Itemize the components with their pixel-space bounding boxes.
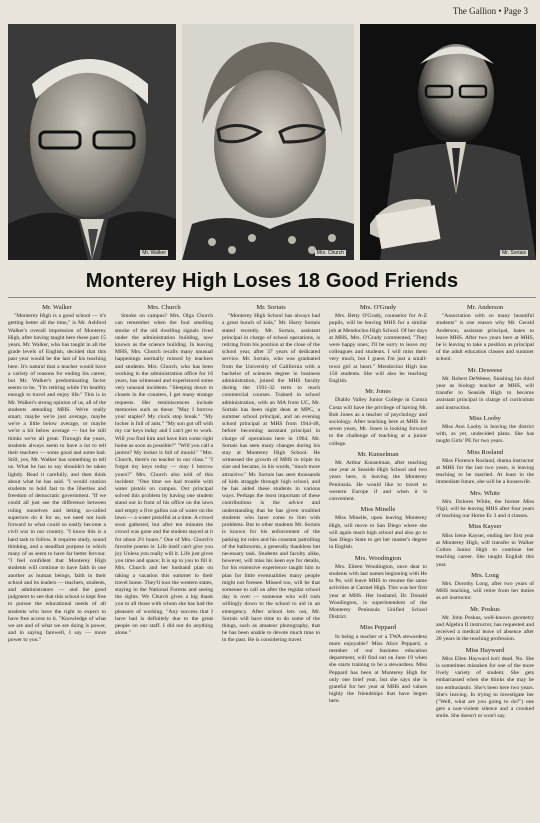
article-heading: Mr. Poskus (470, 605, 500, 613)
article-body: Miss Ann Looby is leaving the district with, as yet, undecided plans. She has taught Girls' PE for two years. (436, 424, 534, 445)
article-section (329, 555, 427, 622)
portrait-sortais-image (360, 24, 536, 260)
article-columns (8, 302, 536, 817)
portrait-walker-image (8, 24, 176, 260)
article-section (436, 572, 534, 603)
article-body: Smoke on campus? Mrs. Olga Church can remember when the foul smelling smoke of the old dwelling signals lived under the administration building, now known as the science building. In leaving MHS, Mrs. Church recalls many unusual happenings normally missed by teachers and students. Mrs. Church, who has been working in the administration office for 16 years, has witnessed and experienced some very unusual incidents. "Sleeping down in closets in the counters, I get many strange requests. Her reminiscences include memories such as these: "May I borrow your stapler? My clock stop break." "My locker is full of ants." "My son got off with my car keys today and I can't get to work. Will you find him and have him come right home as soon as possible?" "Will you call a janitor? My locker is full of mould." "Mrs. Church, there's no teacher in our class." "I forgot my keys today — may I borrow yours?" Mrs. Church also told of this incident: "One time we had trouble with water pistols on campus. Our principal solved this problem by having one student stand out in front of his office on the lawn and empty a five gallon can of water on the lawn — a water pistolful at a time. A crowd soon gathered, but after ten minutes the crowd was gone and the student stayed at it for about 2½ hours." One of Mrs. Church's favorite poems is: Life itself can't give you joy Unless you really will it. Life just gives you time and space; It is up to you to fill it. Mrs. Church and her husband plan on taking a vacation this summer to their travel home. They'll tour the western states, staying in the National Forests and seeing the sights. We Church gives a big thank you to all those with whom she has had the pleasure of working. "Any success that I have had is definitely due to the great people on our staff. I did not do anything alone." (115, 313, 213, 637)
photo-walker (8, 24, 176, 260)
article-heading: Miss Rosland (466, 448, 504, 456)
article-body: "Monterey High School has always had a great bunch of kids," Mr. Harry Sortais stated recently. Mr. Sortais, assistant principal in charge of school operations, is retiring from his position at the close of the school year, after 37 years of dedicated service. Mr. Sortais, who was graduated from the University of California with a bachelor of sciences degree in business administration, joined the MHS faculty during the 1931-32 term to teach commercial courses. Trained in school administration, with an MA from UC, Mr. Sortais has been night dean at MPC, a summer school principal, and an evening school principal at MHS from 1944-48, before becoming assistant principal in charge of operations here in 1964. Mr. Sortais has seen many changes during his stay at Monterey High School. He witnessed the growth of MHS to triple its size and became, in his words, "much more attractive." Mr. Sortais has seen thousands of kids straggle through high school, and he has aided these students in various ways. Perhaps the most important of these contributions is the advice and understanding that he has given troubled students who have come to him with problems. But to other students Mr. Sortais is known for his enforcement of the parking lot rules and his constant patrolling of the bathrooms, a generally thankless but necessary task. Students and faculty alike, however, will miss his keen eye for details, for his extensive experience taught him to plan for little eventualities many people might not foresee. Missed too, will be that someone to call on after the regular school day is over — someone who will rush willingly down to the school to aid in an emergency. After school lets out, Mr. Sortais will have time to do some of the things, such as amateur photography, that he has been unable to devote much time to in the past. He is considering travel. (222, 313, 320, 644)
photo-row (8, 24, 536, 260)
article-section (436, 490, 534, 521)
article-body: Mrs. Dorothy Long, after two years of MHS teaching, will retire from her duties as art instructor. (436, 580, 534, 602)
divider (8, 297, 536, 298)
article-section (329, 304, 427, 385)
article-section (436, 449, 534, 487)
article-body: Mrs. Dolores White, the former Miss Vigil, will be leaving MHS after four years of teaching our Home Ec 3 and 4 classes. (436, 498, 534, 520)
article-body: Miss Florence Rosland, drama instructor at MHS for the last two years, is leaving teaching to be married. At least in the immediate future, she will be a housewife. (436, 457, 534, 486)
article-body: Miss Minelle, upon leaving Monterey High, will move to San Diego where she will again teach high school and also go to San Diego State to get her master's degree in English. (329, 515, 427, 551)
article-heading: Mrs. Church (147, 304, 181, 311)
photo-church (182, 24, 354, 260)
column-2 (115, 302, 213, 817)
article-body: Mrs. Betty O'Grady, counselor for A-Z pupils, will be leaving MHS for a similar job at Mendocino High School. Of her days at MHS, Mrs. O'Grady commented, "They were happy ones; I'll be sorry to leave my colleagues and students. I will miss them very much, but I guess I'm just a small-town girl at heart." Mendocino High has 150 students. She will also be teaching English. (329, 313, 427, 385)
article-section (329, 624, 427, 705)
column-1 (8, 302, 106, 817)
article-heading: Mr. Deweese (467, 366, 503, 374)
article-body: In being a teacher or a TWA stewardess more enjoyable? Miss Alice Peppard, a member of our business education department, will find out on June 19 when she starts training to be a stewardess. Miss Peppard has been at Monterey High for only one brief year, but she says she is grateful for her year at MHS and values highly the friendships that have begun here. (329, 633, 427, 705)
article-heading: Mr. Jones (365, 388, 391, 396)
page-header: The Gallion • Page 3 (452, 6, 528, 16)
article-heading: Miss Peppard (359, 624, 397, 632)
portrait-church-image (182, 24, 354, 260)
article-heading: Miss Kayser (468, 523, 502, 531)
photo-caption: Mrs. Church (316, 250, 344, 256)
article-heading: Mrs. Long (471, 571, 499, 579)
article-body: Miss Irene Kayser, ending her first year at Monterey High, will transfer to Walker Colton Junior High to continue her teaching career. She taught English this year. (436, 532, 534, 568)
article-heading: Miss Looby (469, 414, 501, 422)
article-section (436, 647, 534, 721)
article-heading: Mrs. White (470, 489, 500, 497)
photo-caption: Mr. Sortais (502, 250, 526, 256)
article-heading: Miss Hayward (465, 646, 505, 654)
article-body: Miss Ellen Hayward isn't dead. No. She is sometimes mistaken for one of the more lively variety of student. She gets embarrassed when she thinks she may be too enthusiastic. She's been here two years. She's leaving. In trying to investigate her ("Well, what are you going to do?") one gets a non-violent silence and a crooked smile. She doesn't or won't say. (436, 655, 534, 720)
article-body: Diablo Valley Junior College in Contra Costa will have the privilege of having Mr. Bob Jones as a teacher of psychology and sociology. After teaching here at MHS for seven years, Mr. Jones is looking forward to the challenge of teaching at a junior college. (329, 397, 427, 447)
article-section (329, 451, 427, 503)
article-body: Mr. Robert DeWeese, finishing his third year as biology teacher at MHS, will transfer to Seaside High to become assistant principal in charge of curriculum and instruction. (436, 375, 534, 411)
article-body: Mrs. Eileen Woodington, once dear to students with last names beginning with He to Pe, will leave MHS to resume the same activities at Carmel High. This was her first year at MHS. Her husband, Dr. Donald Woodington, is superintendent of the Monterey Peninsula Unified School District. (329, 563, 427, 621)
photo-caption: Mr. Walker (142, 250, 166, 256)
article-heading: Mr. Sortais (256, 304, 286, 311)
article-section (436, 415, 534, 446)
article-section (222, 304, 320, 645)
article-heading: Mrs. Woodington (354, 554, 402, 562)
article-body: "Association with so many beautiful students" is one reason why Mr. Gerald Anderson, assistant principal, hates to leave MHS. After two years here at MHS, he is leaving to take a position as principal of the adult education classes and summer school. (436, 313, 534, 363)
article-heading: Mrs. O'Grady (359, 304, 397, 311)
article-body: "Monterey High is a good school — it's getting better all the time," is Mr. Ashford Walker's overall impression of Monterey High, after having taught here these past 15 years. Mr. Walker, who has taught in all the grade levels of English, decided that this past year would be the last of his teaching here. It's natural that a teacher would have a variety of reasons for ending his career, but Mr. Walker's predominating factor seems to be, "I'm retiring while I'm healthy enough to travel and enjoy life." This is in Mr. Walker's strong opinion of us, all of the students attending MHS. We're really smart, maybe we're just average, maybe we're a little below average, or maybe we're a bit below average — but he still thinks we're all great. Through the years, students always seem to have a lot to tell their teachers — some good and some bad. Still, yes, Mr. Walker has something to tell us. What he has to say shouldn't be taken lightly. Read it carefully, and then think about what he has said. "I would caution students to hold fast to the liberties and freedom of democratic government. "If we could all just see the difference between ruling ourselves and letting so-called superiors do it for us, we need not look forward to what could so easily become a civil war in our country. "I know this is a hard task to follow. It requires study, sound thinking, and a steadfast purpose in which many of us seem to have far better fervour. "I feel confident that Monterey High students will continue to have faith in one another as human beings, faith in their school and its leaders — teachers, students, and administrators — and the good judgment to see that this school is kept free to pursue the educational needs of all students who have the right to expect to have free access to it. "Knowledge of what we are and of what we are doing is power, and in saying farewell, I say — more power to you." (8, 313, 106, 644)
article-section (436, 523, 534, 568)
column-4 (329, 302, 427, 817)
article-heading: Mr. Kunselman (357, 450, 399, 458)
column-3 (222, 302, 320, 817)
article-heading: Miss Minelle (360, 506, 396, 514)
photo-sortais (360, 24, 536, 260)
article-section (436, 367, 534, 412)
article-body: Mr. John Poskus, well-known geometry and Algebra II instructor, has requested and received a medical leave of absence after 20 years in the teaching profession. (436, 614, 534, 643)
column-5 (436, 302, 534, 817)
article-section (436, 304, 534, 364)
article-section (8, 304, 106, 645)
article-body: Mr. Arthur Kunselman, after teaching one year at Seaside High School and two years here, is leaving the Monterey Peninsula. He would like to travel to western Europe if and when it is convenient. (329, 460, 427, 503)
page-headline: Monterey High Loses 18 Good Friends (85, 270, 459, 292)
article-heading: Mr. Walker (42, 304, 72, 311)
article-section (329, 388, 427, 448)
article-section (436, 606, 534, 644)
article-section (329, 506, 427, 551)
article-section (115, 304, 213, 637)
article-heading: Mr. Anderson (466, 304, 504, 311)
